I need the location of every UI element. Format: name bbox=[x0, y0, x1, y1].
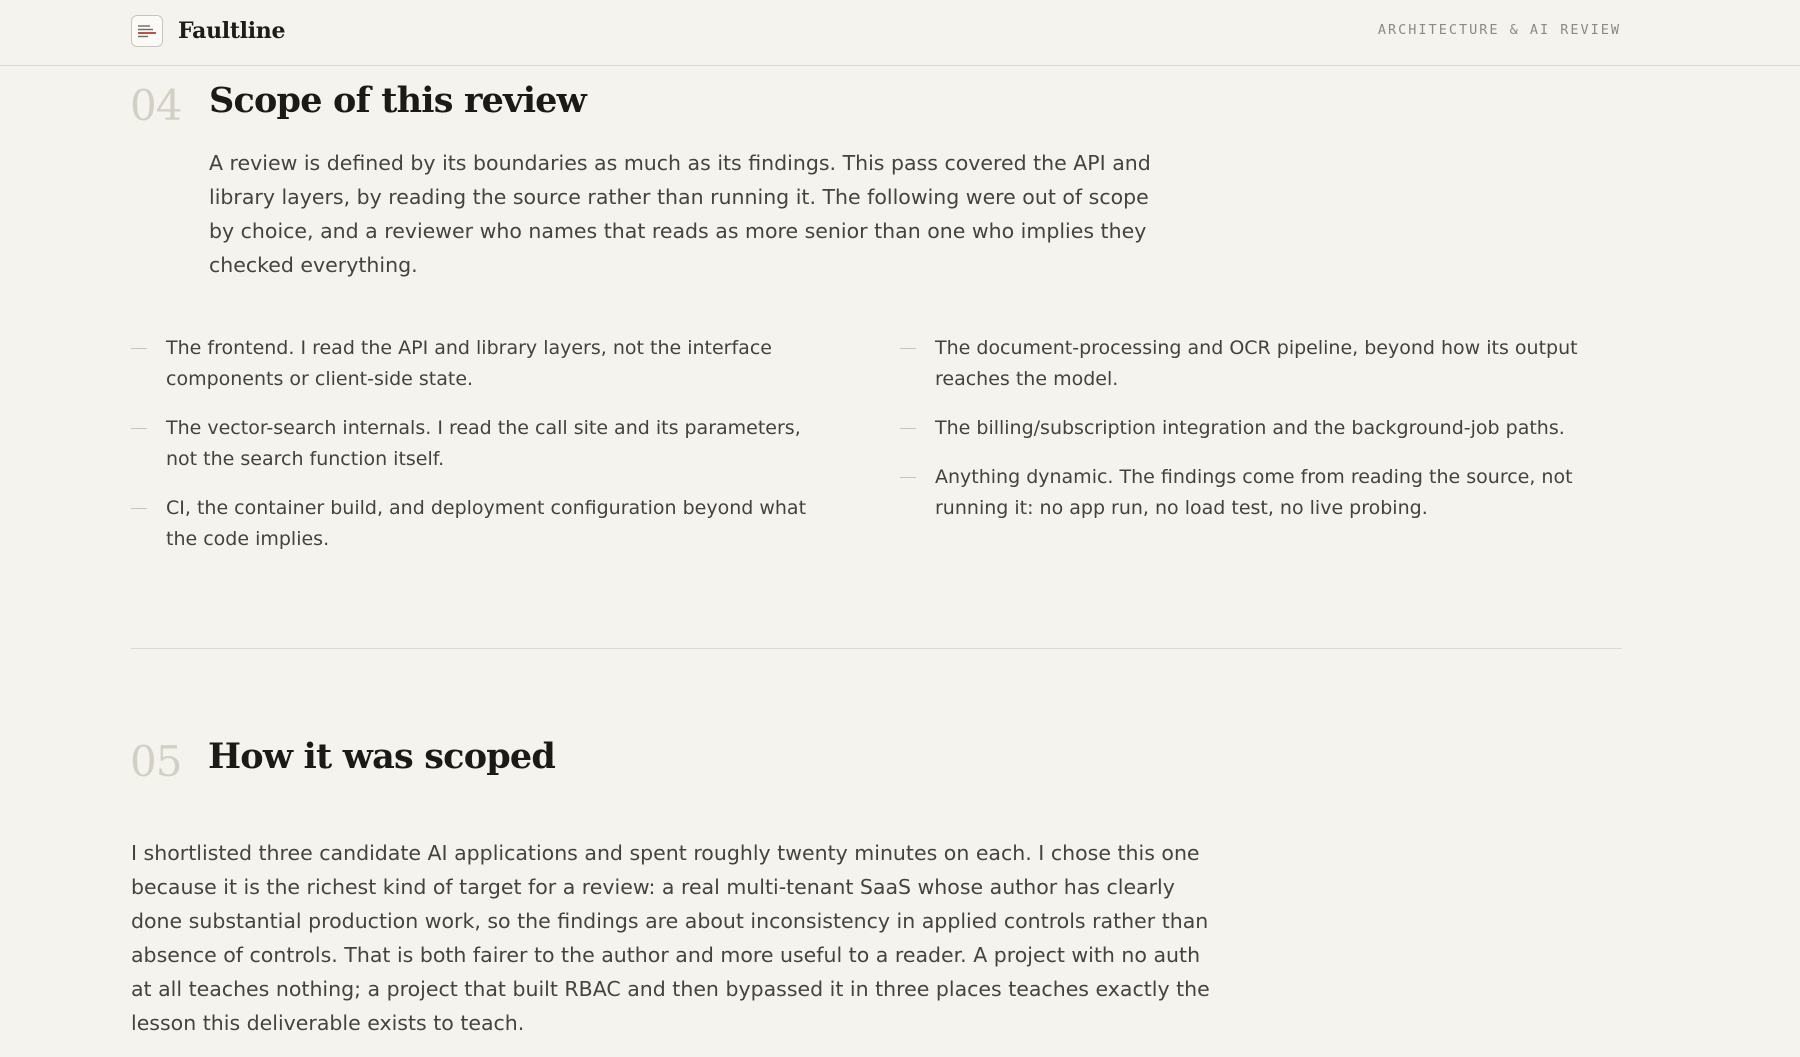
section-title: How it was scoped bbox=[208, 736, 556, 777]
scope-list-left bbox=[131, 333, 831, 573]
list-item bbox=[900, 333, 1600, 395]
dash-bullet-icon bbox=[131, 428, 147, 429]
section-body: I shortlisted three candidate AI applications and spent roughly twenty minutes on each. I chose this one because it is the richest kind of target for a review: a real multi-tenant SaaS whose author has clearly done substantial production work, so the findings are about inconsistency in applied controls rather than absence of controls. That is both fairer to the author and more useful to a reader. A project with no auth at all teaches nothing; a project that built RBAC and then bypassed it in three places teaches exactly the lesson this deliverable exists to teach. bbox=[131, 841, 1210, 1035]
section-divider bbox=[131, 648, 1622, 649]
dash-bullet-icon bbox=[131, 348, 147, 349]
brand[interactable] bbox=[131, 14, 285, 48]
dash-bullet-icon bbox=[900, 428, 916, 429]
brand-name: Faultline bbox=[178, 18, 286, 44]
dash-bullet-icon bbox=[131, 508, 147, 509]
list-item bbox=[131, 333, 831, 395]
list-item-text: CI, the container build, and deployment configuration beyond what the code implies. bbox=[166, 497, 807, 550]
section-title: Scope of this review bbox=[209, 80, 586, 121]
section-number: 05 bbox=[130, 737, 182, 786]
top-bar bbox=[0, 0, 1800, 66]
list-item bbox=[131, 413, 831, 475]
list-item-text: The vector-search internals. I read the call site and its parameters, not the search function itself. bbox=[166, 417, 801, 470]
dash-bullet-icon bbox=[900, 477, 916, 478]
dash-bullet-icon bbox=[900, 348, 916, 349]
list-item bbox=[900, 413, 1600, 444]
list-item-text: The frontend. I read the API and library layers, not the interface components or client-side state. bbox=[166, 337, 772, 390]
section-number: 04 bbox=[130, 81, 182, 130]
list-item bbox=[131, 493, 831, 555]
list-item bbox=[900, 462, 1600, 524]
section-intro: A review is defined by its boundaries as much as its findings. This pass covered the API and library layers, by reading the source rather than running it. The following were out of scope by choice, and a reviewer who names that reads as more senior than one who implies they checked everything. bbox=[209, 151, 1151, 277]
list-item-text: The document-processing and OCR pipeline, beyond how its output reaches the model. bbox=[935, 337, 1578, 390]
site-tagline: ARCHITECTURE & AI REVIEW bbox=[1377, 22, 1621, 38]
list-item-text: The billing/subscription integration and the background-job paths. bbox=[935, 417, 1565, 439]
scope-list-right bbox=[900, 333, 1600, 542]
document-lines-icon bbox=[131, 15, 163, 47]
list-item-text: Anything dynamic. The findings come from reading the source, not running it: no app run, no load test, no live probing. bbox=[935, 466, 1573, 519]
